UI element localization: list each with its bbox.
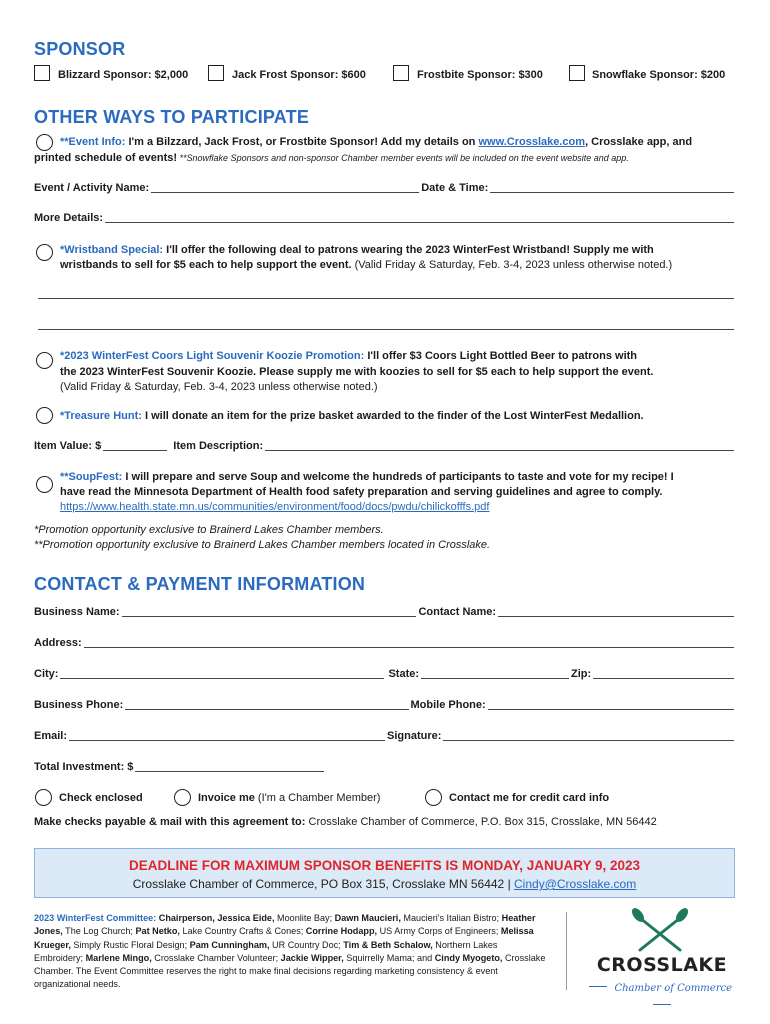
signature-label: Signature: — [387, 730, 442, 742]
mobile-phone-field[interactable] — [488, 709, 734, 710]
logo-rule-right — [653, 1004, 671, 1005]
soupfest-line1 — [60, 470, 736, 485]
invoice-me-radio[interactable] — [174, 789, 191, 806]
email-field[interactable] — [69, 740, 385, 741]
deadline-title: DEADLINE FOR MAXIMUM SPONSOR BENEFITS IS MONDAY, JANUARY 9, 2023 — [128, 858, 641, 873]
jack-frost-label: Jack Frost Sponsor: $600 — [232, 69, 366, 81]
payable-bold: Make checks payable & mail with this agreement to: — [34, 816, 306, 828]
soupfest-radio[interactable] — [36, 476, 53, 493]
event-activity-row — [34, 181, 736, 196]
wristband-line1 — [60, 243, 736, 258]
invoice-me-label — [198, 791, 380, 806]
zip-field[interactable] — [593, 678, 734, 679]
zip-label: Zip: — [571, 668, 592, 680]
committee-member-org: UR Country Doc; — [269, 939, 344, 950]
total-investment-row — [34, 760, 326, 775]
deadline-banner — [34, 848, 735, 898]
deadline-email-link[interactable]: Cindy@Crosslake.com — [514, 877, 637, 891]
email-row — [34, 729, 736, 744]
committee-member-org: Squirrelly Mama; and — [343, 952, 435, 963]
logo-tagline-row — [588, 978, 736, 1014]
committee-divider — [566, 912, 567, 990]
item-desc-label: Item Description: — [173, 440, 264, 452]
treasure-label: *Treasure Hunt: — [60, 410, 142, 422]
payable-text: Crosslake Chamber of Commerce, P.O. Box 315, Crosslake, MN 56442 — [305, 816, 657, 828]
committee-member-name: Melissa Krueger, — [34, 926, 534, 950]
event-info-line2-bold: printed schedule of events! — [34, 152, 178, 164]
event-info-text2: , Crosslake app, and — [585, 136, 693, 148]
event-activity-field[interactable] — [151, 192, 419, 193]
participate-heading: OTHER WAYS TO PARTICIPATE — [34, 107, 310, 127]
committee-member-org: Crosslake Chamber. The Event Committee reserves the right to make final decisions regarding marketing consistency & event organizational needs. — [34, 952, 546, 990]
signature-field[interactable] — [443, 740, 734, 741]
sponsor-heading: SPONSOR — [34, 39, 126, 59]
committee-member-name: Pat Netko, — [135, 926, 180, 937]
event-activity-label: Event / Activity Name: — [34, 182, 150, 194]
wristband-deal-line-1[interactable] — [38, 298, 734, 299]
koozie-radio[interactable] — [36, 352, 53, 369]
invoice-me-text: Invoice me — [198, 792, 255, 804]
date-time-label: Date & Time: — [421, 182, 489, 194]
wristband-radio[interactable] — [36, 244, 53, 261]
treasure-text: I will donate an item for the prize basket awarded to the finder of the Lost WinterFest Medallion. — [141, 410, 644, 422]
blizzard-checkbox[interactable] — [34, 65, 50, 81]
state-label: State: — [388, 668, 420, 680]
health-guidelines-link[interactable]: https://www.health.state.mn.us/communities/environment/food/docs/pwdu/chilickofffs.pdf — [60, 501, 490, 513]
koozie-label: *2023 WinterFest Coors Light Souvenir Koozie Promotion: — [60, 350, 365, 362]
event-info-radio[interactable] — [36, 134, 53, 151]
contact-name-field[interactable] — [498, 616, 734, 617]
event-info-text: I'm a Bilzzard, Jack Frost, or Frostbite Sponsor! Add my details on — [125, 136, 479, 148]
business-name-row — [34, 605, 736, 620]
business-phone-label: Business Phone: — [34, 699, 124, 711]
committee-member-org: Simply Rustic Floral Design; — [70, 939, 190, 950]
snowflake-checkbox[interactable] — [569, 65, 585, 81]
address-label: Address: — [34, 637, 82, 649]
event-info-note: **Snowflake Sponsors and non-sponsor Chamber member events will be included on the event website and app. — [177, 153, 629, 163]
mobile-phone-label: Mobile Phone: — [410, 699, 486, 711]
state-field[interactable] — [421, 678, 569, 679]
treasure-line — [60, 409, 736, 424]
committee-member-org: Maucieri's Italian Bistro; — [400, 913, 502, 923]
committee-member-org: Crosslake Chamber Volunteer; — [151, 952, 281, 963]
treasure-radio[interactable] — [36, 407, 53, 424]
soupfest-line2: have read the Minnesota Department of Health food safety preparation and serving guidelines and agree to comply. — [60, 486, 663, 498]
logo-name: CROSSLAKE — [596, 954, 728, 976]
committee-member-org: The Log Church; — [62, 926, 136, 937]
business-name-field[interactable] — [122, 616, 417, 617]
wristband-line2-bold: wristbands to sell for $5 each to help support the event. — [60, 259, 352, 271]
committee-member-name: Dawn Maucieri, — [334, 913, 401, 923]
crossed-paddles-icon — [630, 908, 690, 954]
soupfest-label: **SoupFest: — [60, 471, 123, 483]
invoice-me-note: (I'm a Chamber Member) — [254, 792, 381, 804]
committee-member-name: Corrine Hodapp, — [305, 926, 378, 937]
committee-member-name: Jackie Wipper, — [280, 952, 344, 963]
sponsor-options — [34, 65, 736, 85]
committee-member-org: Lake Country Crafts & Cones; — [179, 926, 306, 937]
phone-row — [34, 698, 736, 713]
crosslake-link[interactable]: www.Crosslake.com — [478, 136, 586, 148]
item-row — [34, 439, 736, 454]
koozie-line3: (Valid Friday & Saturday, Feb. 3-4, 2023 unless otherwise noted.) — [60, 381, 378, 393]
email-label: Email: — [34, 730, 68, 742]
committee-member-name: Marlene Mingo, — [85, 952, 152, 963]
payable-note — [34, 815, 657, 830]
blizzard-label: Blizzard Sponsor: $2,000 — [58, 69, 189, 81]
address-row — [34, 636, 736, 651]
koozie-text: I'll offer $3 Coors Light Bottled Beer to patrons with — [364, 350, 638, 362]
committee-member-name: Cindy Myogeto, — [434, 952, 503, 963]
city-row — [34, 667, 736, 682]
more-details-row — [34, 211, 736, 226]
total-investment-label: Total Investment: $ — [34, 761, 134, 773]
committee-label: 2023 WinterFest Committee: — [34, 913, 157, 923]
committee-member-name: Pam Cunningham, — [189, 939, 270, 950]
wristband-line2 — [60, 258, 736, 273]
logo-tagline: Chamber of Commerce — [614, 983, 733, 994]
soupfest-text: I will prepare and serve Soup and welcome the hundreds of participants to taste and vote for my recipe! I — [122, 471, 674, 483]
wristband-deal-line-2[interactable] — [38, 329, 734, 330]
contact-me-label: Contact me for credit card info — [449, 792, 610, 804]
wristband-text: I'll offer the following deal to patrons wearing the 2023 WinterFest Wristband! Supply me with — [163, 244, 654, 256]
snowflake-label: Snowflake Sponsor: $200 — [592, 69, 726, 81]
item-value-field[interactable] — [103, 450, 167, 451]
item-value-label: Item Value: $ — [34, 440, 102, 452]
crosslake-logo — [588, 906, 736, 994]
date-time-field[interactable] — [490, 192, 734, 193]
logo-rule-left — [589, 986, 607, 987]
item-desc-field[interactable] — [265, 450, 734, 451]
committee-member-name: Chairperson, Jessica Eide, — [158, 913, 275, 923]
more-details-field[interactable] — [105, 222, 734, 223]
committee-member-name: Heather Jones, — [34, 913, 536, 937]
event-info-line2 — [34, 151, 736, 166]
koozie-line1 — [60, 349, 736, 364]
contact-me-radio[interactable] — [425, 789, 442, 806]
committee-member-org: Moonlite Bay; — [274, 913, 335, 923]
contact-name-label: Contact Name: — [418, 606, 497, 618]
committee-text — [34, 912, 546, 992]
city-label: City: — [34, 668, 59, 680]
check-enclosed-radio[interactable] — [35, 789, 52, 806]
committee-member-name: Tim & Beth Schalow, — [343, 939, 433, 950]
event-info-label: **Event Info: — [60, 136, 126, 148]
frostbite-label: Frostbite Sponsor: $300 — [417, 69, 543, 81]
footnote-1: *Promotion opportunity exclusive to Brainerd Lakes Chamber members. — [34, 524, 384, 536]
deadline-address-text: Crosslake Chamber of Commerce, PO Box 315, Crosslake MN 56442 | — [132, 877, 515, 891]
deadline-address — [35, 877, 734, 891]
more-details-label: More Details: — [34, 212, 104, 224]
footnote-2: **Promotion opportunity exclusive to Brainerd Lakes Chamber members located in Crosslake. — [34, 539, 491, 551]
event-info-line1 — [60, 135, 736, 150]
city-field[interactable] — [60, 678, 384, 679]
frostbite-checkbox[interactable] — [393, 65, 409, 81]
wristband-label: *Wristband Special: — [60, 244, 164, 256]
committee-member-org: Northern Lakes Embroidery; — [34, 939, 498, 963]
business-phone-field[interactable] — [125, 709, 408, 710]
check-enclosed-label: Check enclosed — [59, 792, 143, 804]
wristband-line2-light: (Valid Friday & Saturday, Feb. 3-4, 2023 unless otherwise noted.) — [351, 259, 673, 271]
business-name-label: Business Name: — [34, 606, 120, 618]
contact-heading: CONTACT & PAYMENT INFORMATION — [34, 574, 366, 594]
jack-frost-checkbox[interactable] — [208, 65, 224, 81]
koozie-line2: the 2023 WinterFest Souvenir Koozie. Please supply me with koozies to sell for $5 each to help support the event. — [60, 366, 654, 378]
total-investment-field[interactable] — [135, 771, 324, 772]
address-field[interactable] — [84, 647, 734, 648]
committee-member-org: US Army Corps of Engineers; — [377, 926, 501, 937]
